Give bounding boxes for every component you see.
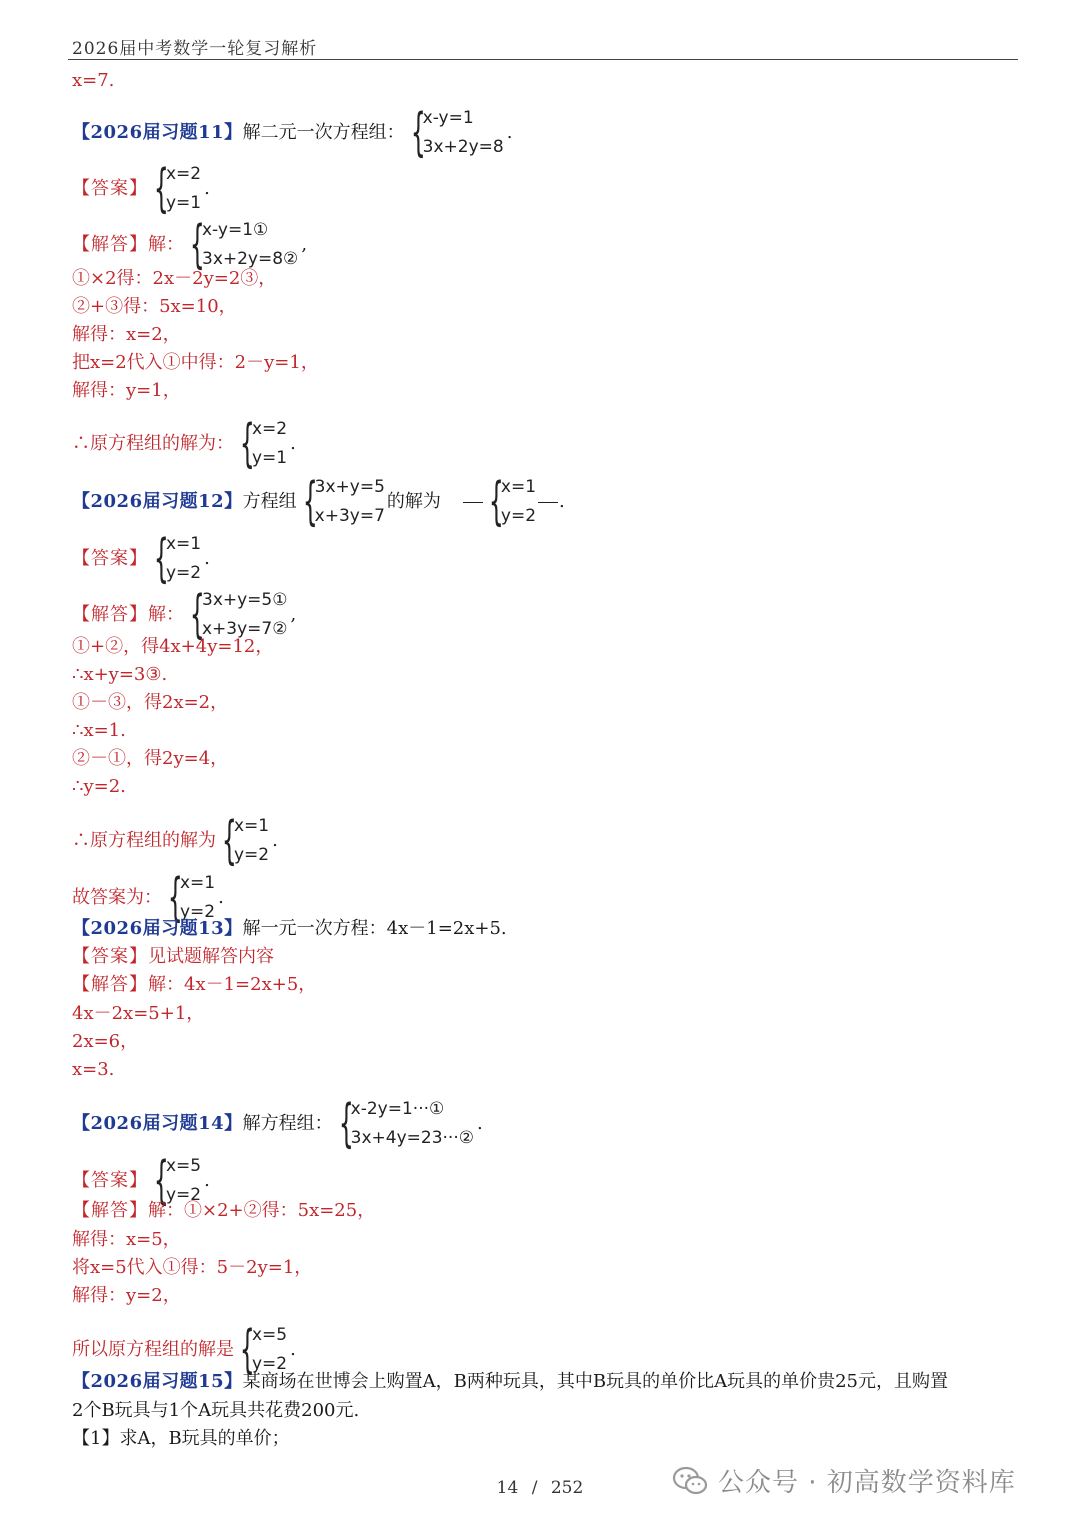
page-header-title: 2026届中考数学一轮复习解析: [72, 39, 318, 59]
brace-icon: {: [410, 103, 426, 163]
p12-final-text: 故答案为：: [72, 887, 162, 908]
p12-con-y: y=2: [234, 845, 270, 865]
p14-step-3: 解得：y=2，: [72, 1285, 181, 1306]
p11-answer-label: 【答案】: [72, 178, 148, 199]
p11-text: 解二元一次方程组：: [242, 122, 405, 143]
p12-question: 【2026届习题12】 方程组 { 3x+y=5 x+3y=7 的解为 { x=1 y=2 .: [72, 472, 565, 532]
p12-sys-eq1: 3x+y=5: [314, 477, 385, 497]
p11-step-2: ②+③得：5x=10，: [72, 296, 237, 317]
p11-conclusion-system: [236, 415, 287, 473]
p12-con-x: x=1: [234, 816, 270, 836]
p12-step-1: ①+②，得4x+4y=12，: [72, 636, 274, 657]
wechat-icon: [672, 1466, 708, 1496]
p11-question: 【2026届习题11】 解二元一次方程组： { x-y=1 3x+2y=8 .: [72, 103, 513, 163]
watermark: [672, 1462, 1016, 1499]
p13-sol-text: 解：4x－1=2x+5，: [148, 974, 317, 995]
p12-ans-x: x=1: [166, 534, 202, 554]
p14-answer-label: 【答案】: [72, 1170, 148, 1191]
p14-sys-eq2: 3x+4y=23···②: [350, 1128, 474, 1148]
p14-label: 【2026届习题14】: [72, 1113, 243, 1134]
p15-question: [72, 1369, 948, 1395]
p12-sol-eq1: 3x+y=5①: [202, 590, 288, 610]
p15-label: 【2026届习题15】: [72, 1371, 243, 1392]
p14-solution: [72, 1198, 375, 1224]
p14-conclusion: 所以原方程组的解是 { x=5 y=2 .: [72, 1320, 296, 1380]
brace-icon: {: [302, 472, 318, 532]
p13-label: 【2026届习题13】: [72, 918, 243, 939]
p11-sys-eq2: 3x+2y=8: [422, 137, 504, 157]
p12-solution: 【解答】 解： { 3x+y=5① x+3y=7② ,: [72, 585, 297, 645]
brace-icon: {: [221, 811, 237, 871]
page-separator: /: [531, 1478, 538, 1498]
brace-icon: {: [338, 1094, 354, 1154]
brace-icon: {: [189, 585, 205, 645]
p11-step-5: 解得：y=1，: [72, 380, 181, 401]
brace-icon: {: [189, 215, 205, 275]
p13-sol-label: 【解答】: [72, 974, 148, 995]
p12-answer-system: [150, 530, 201, 588]
p12-answer-label: 【答案】: [72, 548, 148, 569]
p11-ans-x: x=2: [166, 164, 202, 184]
p13-answer-label: 【答案】: [72, 946, 148, 967]
p14-answer: 【答案】 { x=5 y=2 .: [72, 1151, 210, 1211]
p11-sol-eq2: 3x+2y=8②: [202, 249, 299, 269]
answer-blank-right: [538, 501, 558, 503]
p12-conclusion-text: ∴原方程组的解为: [72, 830, 216, 851]
p15-text-1: 某商场在世博会上购置A，B两种玩具，其中B玩具的单价比A玩具的单价贵25元，且购置: [242, 1371, 949, 1392]
page-current: 14: [496, 1478, 519, 1498]
p12-system: [299, 473, 385, 531]
p13-answer: [72, 944, 274, 970]
p12-text-b: 的解为: [386, 491, 441, 512]
header-divider: [68, 59, 1018, 60]
p13-step-2: 2x=6，: [72, 1031, 139, 1052]
p14-sys-eq1: x-2y=1···①: [350, 1099, 445, 1119]
p14-sol-text: 解：①×2+②得：5x=25，: [148, 1200, 376, 1221]
p12-step-4: ∴x=1.: [72, 720, 126, 741]
p11-sol-label: 【解答】: [72, 234, 148, 255]
p12-conclusion: ∴原方程组的解为 { x=1 y=2 .: [72, 811, 278, 871]
p12-text-a: 方程组: [242, 491, 297, 512]
p14-ans-x: x=5: [166, 1156, 202, 1176]
p12-blank-x: x=1: [500, 477, 537, 497]
p11-answer: 【答案】 { x=2 y=1 .: [72, 159, 210, 219]
p11-con-y: y=1: [252, 448, 288, 468]
page-total: 252: [550, 1478, 584, 1498]
brace-icon: {: [153, 529, 169, 589]
p11-label: 【2026届习题11】: [72, 122, 243, 143]
p14-conclusion-text: 所以原方程组的解是: [72, 1339, 234, 1360]
p12-step-6: ∴y=2.: [72, 776, 126, 797]
p12-final-x: x=1: [180, 873, 216, 893]
p15-text-2: 2个B玩具与1个A玩具共花费200元.: [72, 1400, 360, 1421]
p14-system: [335, 1095, 474, 1153]
brace-icon: {: [239, 1320, 255, 1380]
p12-blank-system: [485, 473, 536, 531]
p14-step-2: 将x=5代入①得：5－2y=1，: [72, 1257, 313, 1278]
p12-conclusion-system: [218, 812, 269, 870]
p12-final: 故答案为： { x=1 y=2 .: [72, 868, 224, 928]
p15-sub-1: 【1】求A，B玩具的单价；: [72, 1428, 290, 1449]
p11-step-1: ①×2得：2x－2y=2③，: [72, 268, 277, 289]
p12-sol-eq2: x+3y=7②: [202, 619, 288, 639]
p11-con-x: x=2: [252, 419, 288, 439]
p12-final-y: y=2: [180, 902, 216, 922]
p11-conclusion-text: ∴原方程组的解为：: [72, 433, 234, 454]
p14-sol-label: 【解答】: [72, 1200, 148, 1221]
p14-question: 【2026届习题14】 解方程组： { x-2y=1···① 3x+4y=23···② .: [72, 1094, 483, 1154]
p11-sys-eq1: x-y=1: [422, 108, 474, 128]
brace-icon: {: [239, 414, 255, 474]
p12-sol-prefix: 解：: [148, 604, 184, 625]
p13-solution: [72, 972, 316, 998]
p12-label: 【2026届习题12】: [72, 491, 243, 512]
p14-step-1: 解得：x=5，: [72, 1229, 181, 1250]
p13-question: [72, 916, 507, 942]
p13-step-3: x=3.: [72, 1059, 115, 1080]
p11-sol-eq1: x-y=1①: [202, 220, 269, 240]
brace-icon: {: [153, 1151, 169, 1211]
p12-blank-y: y=2: [500, 506, 537, 526]
top-line: x=7.: [72, 70, 115, 91]
p13-step-1: 4x－2x=5+1，: [72, 1003, 205, 1024]
p11-step-3: 解得：x=2，: [72, 324, 181, 345]
p13-answer-text: 见试题解答内容: [148, 946, 274, 967]
p11-solution: 【解答】 解： { x-y=1① 3x+2y=8② ,: [72, 215, 308, 275]
p14-text: 解方程组：: [242, 1113, 333, 1134]
p14-con-x: x=5: [252, 1325, 288, 1345]
p12-step-2: ∴x+y=3③.: [72, 664, 168, 685]
p12-ans-y: y=2: [166, 563, 202, 583]
p11-ans-y: y=1: [166, 193, 202, 213]
p11-step-4: 把x=2代入①中得：2－y=1，: [72, 352, 319, 373]
brace-icon: {: [167, 868, 183, 928]
p12-step-5: ②－①，得2y=4，: [72, 748, 229, 769]
p12-step-3: ①－③，得2x=2，: [72, 692, 229, 713]
watermark-text: 公众号 · 初高数学资料库: [718, 1468, 1016, 1498]
brace-icon: {: [153, 159, 169, 219]
p14-con-y: y=2: [252, 1354, 288, 1374]
answer-blank-left: [463, 501, 483, 503]
p13-text: 解一元一次方程：4x－1=2x+5.: [242, 918, 507, 939]
p11-answer-system: [150, 160, 201, 218]
p12-sys-eq2: x+3y=7: [314, 506, 385, 526]
p11-system: [407, 104, 504, 162]
p11-sol-prefix: 解：: [148, 234, 184, 255]
p14-ans-y: y=2: [166, 1185, 202, 1205]
brace-icon: {: [488, 472, 504, 532]
p12-answer: 【答案】 { x=1 y=2 .: [72, 529, 210, 589]
p11-conclusion: ∴原方程组的解为： { x=2 y=1 .: [72, 414, 296, 474]
p12-sol-label: 【解答】: [72, 604, 148, 625]
